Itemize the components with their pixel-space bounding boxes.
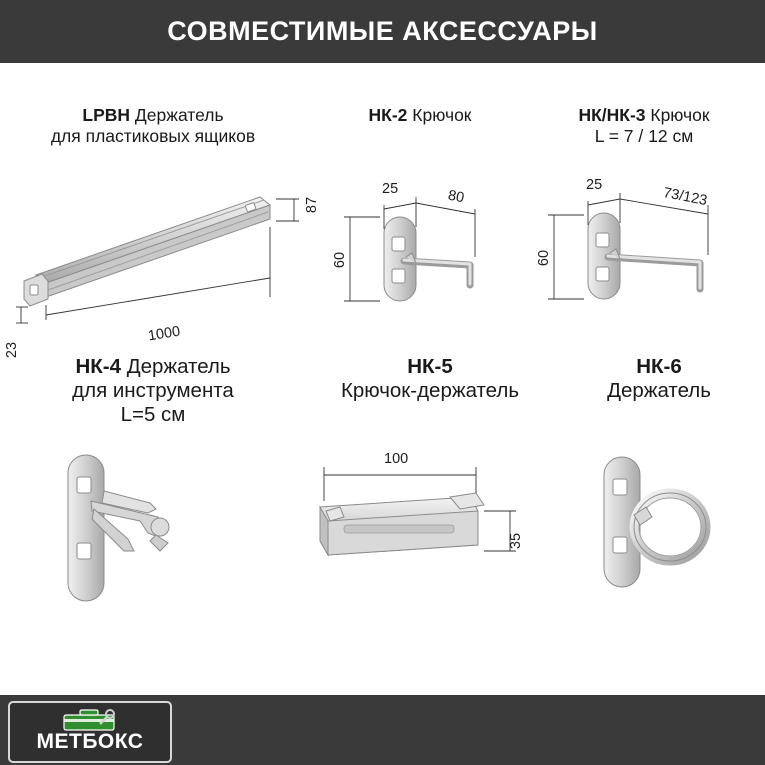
caption-line-3: L=5 см (120, 403, 186, 427)
accessory-card-nk2[interactable] (320, 105, 520, 355)
accessory-card-lpbh[interactable] (4, 105, 321, 359)
dimension-height: 60 (536, 249, 553, 267)
caption-line-2: L = 7 / 12 см (594, 125, 694, 146)
dimension-depth: 23 (4, 341, 21, 359)
dimension-width: 100 (384, 451, 409, 467)
accessory-code: НК-5 (407, 355, 453, 378)
accessories-sheet (0, 63, 765, 695)
dimension-height: 60 (332, 251, 349, 269)
accessory-name-1: Крючок (412, 105, 472, 125)
brand-logo[interactable] (8, 701, 172, 763)
caption-line-1 (530, 105, 758, 126)
accessory-code: НК-4 (75, 355, 121, 378)
accessory-code: НК-6 (636, 355, 682, 378)
toolbox-icon (58, 708, 120, 732)
caption-line-1 (560, 355, 758, 379)
dimension-height: 35 (508, 532, 525, 550)
accessory-caption (8, 105, 298, 146)
accessory-code: НК/НК-3 (578, 105, 646, 125)
dimension-width: 25 (382, 181, 399, 197)
page-footer (0, 695, 765, 765)
accessory-code: НК-2 (368, 105, 408, 125)
accessory-caption (300, 355, 560, 403)
page-title: СОВМЕСТИМЫЕ АКСЕССУАРЫ (167, 16, 598, 46)
caption-line-2: для инструмента (72, 379, 234, 403)
accessory-card-nk4[interactable] (8, 355, 298, 675)
caption-line-1 (8, 105, 298, 126)
dimension-height: 87 (304, 196, 321, 214)
accessory-name-1: Крючок (650, 105, 710, 125)
accessory-caption (530, 105, 758, 146)
long-hook-icon (530, 157, 758, 342)
caption-line-1 (320, 105, 520, 126)
dimension-length: 1000 (146, 323, 182, 345)
tool-holder-icon (8, 447, 298, 627)
accessory-caption (8, 355, 298, 428)
caption-line-1 (300, 355, 560, 379)
ring-holder-icon (560, 455, 758, 625)
accessory-name-1: Держатель (126, 355, 231, 378)
accessory-code: LPBH (82, 105, 131, 125)
accessory-name-1: Держатель (134, 105, 224, 125)
accessory-caption (560, 355, 758, 403)
accessories-grid (0, 63, 765, 695)
caption-line-1 (8, 355, 298, 379)
caption-line-2: Держатель (607, 379, 711, 403)
shelf-hook-icon (300, 467, 560, 637)
accessory-card-nk5[interactable] (300, 355, 560, 675)
accessory-card-nk3[interactable] (530, 105, 758, 355)
bracket-rail-icon (8, 157, 298, 337)
accessory-card-nk6[interactable] (560, 355, 758, 675)
single-hook-icon (320, 157, 520, 342)
brand-name: МЕТБОКС (36, 730, 144, 753)
dimension-length: 80 (446, 187, 466, 207)
caption-line-2: Крючок-держатель (340, 379, 520, 403)
accessory-caption (320, 105, 520, 126)
page-header (0, 0, 765, 63)
dimension-width: 25 (586, 177, 603, 193)
caption-line-2: для пластиковых ящиков (50, 125, 256, 146)
dimension-length: 73/123 (661, 184, 709, 210)
